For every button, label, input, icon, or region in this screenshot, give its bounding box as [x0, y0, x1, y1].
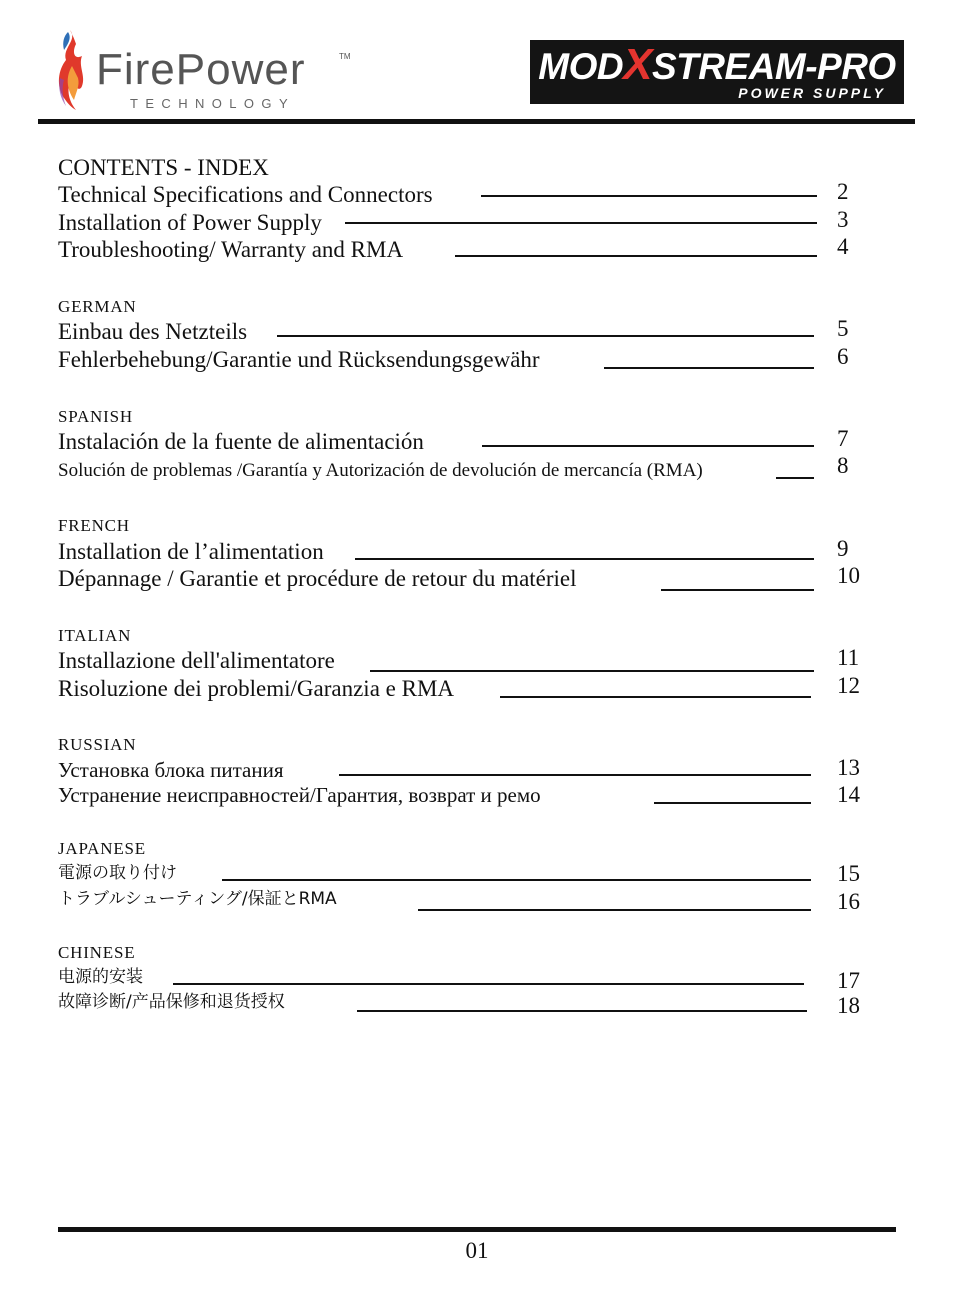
toc-entry-text: Installazione dell'alimentatore — [58, 648, 335, 673]
toc-page-number: 9 — [837, 536, 849, 561]
toc-leader-line — [277, 335, 814, 337]
toc-leader-line — [604, 367, 814, 369]
toc-leader-line — [654, 802, 811, 804]
toc-page-number: 16 — [837, 889, 860, 914]
trademark-mark: TM — [339, 52, 351, 61]
toc-entry-text: Fehlerbehebung/Garantie und Rücksendungsgewähr — [58, 347, 540, 372]
toc-entry-text: Risoluzione dei problemi/Garanzia e RMA — [58, 676, 455, 701]
toc-page-number: 15 — [837, 861, 860, 886]
toc-leader-line — [418, 909, 811, 911]
section-heading: FRENCH — [58, 516, 130, 535]
toc-title: CONTENTS - INDEX — [58, 155, 269, 180]
toc-entry-text: Instalación de la fuente de alimentación — [58, 429, 424, 454]
section-heading: RUSSIAN — [58, 735, 137, 754]
toc-page-number: 14 — [837, 782, 860, 807]
toc-page-number: 8 — [837, 453, 849, 478]
toc-page-number: 18 — [837, 993, 860, 1018]
toc-leader-line — [173, 983, 804, 985]
toc-page-number: 4 — [837, 234, 849, 259]
toc-page-number: 5 — [837, 316, 849, 341]
toc-entry-text: Solución de problemas /Garantía y Autorización de devolución de mercancía (RMA) — [58, 460, 703, 481]
toc-entry-text: Installation of Power Supply — [58, 210, 322, 235]
brand-tagline: TECHNOLOGY — [130, 96, 296, 111]
toc-page-number: 10 — [837, 563, 860, 588]
product-title-x: X — [623, 40, 652, 89]
toc-leader-line — [357, 1010, 807, 1012]
toc-leader-line — [355, 558, 814, 560]
toc-entry-text: Dépannage / Garantie et procédure de retour du matériel — [58, 566, 577, 591]
toc-page-number: 17 — [837, 968, 860, 993]
toc-page-number: 13 — [837, 755, 860, 780]
toc-leader-line — [661, 589, 814, 591]
section-heading: SPANISH — [58, 407, 133, 426]
section-heading: CHINESE — [58, 943, 136, 962]
section-heading: GERMAN — [58, 297, 137, 316]
toc-leader-line — [481, 195, 817, 197]
footer-divider — [58, 1227, 896, 1232]
toc-entry-text: Einbau des Netzteils — [58, 319, 248, 344]
page-number: 01 — [465, 1238, 489, 1263]
toc-page-number: 3 — [837, 207, 849, 232]
toc-entry-text: Troubleshooting/ Warranty and RMA — [58, 237, 404, 262]
toc-entry-text: Установка блока питания — [58, 758, 284, 782]
toc-leader-line — [500, 696, 811, 698]
product-title-a: MOD — [538, 46, 624, 87]
toc-page-number: 12 — [837, 673, 860, 698]
toc-page-number: 11 — [837, 645, 860, 670]
toc-page-number: 7 — [837, 426, 849, 451]
section-heading: ITALIAN — [58, 626, 132, 645]
toc-leader-line — [339, 774, 811, 776]
toc-leader-line — [482, 445, 814, 447]
toc-page-number: 2 — [837, 179, 849, 204]
toc-leader-line — [345, 222, 817, 224]
section-heading: JAPANESE — [58, 839, 146, 858]
toc-leader-line — [370, 670, 814, 672]
toc-leader-line — [776, 477, 814, 479]
brand-name: FirePower — [96, 45, 306, 94]
toc-page-number: 6 — [837, 344, 849, 369]
product-subtitle: POWER SUPPLY — [738, 85, 886, 101]
toc-entry-text: Устранение неисправностей/Гарантия, возврат и ремо — [58, 783, 541, 807]
toc-leader-line — [455, 255, 817, 257]
toc-entry-text: トラブルシューティング/保証とRMA — [58, 889, 337, 909]
toc-entry-text: 电源的安装 — [58, 967, 143, 987]
product-title-b: STREAM-PRO — [651, 46, 896, 87]
toc-entry-text: Installation de l’alimentation — [58, 539, 324, 564]
table-of-contents — [58, 0, 878, 1100]
toc-entry-text: Technical Specifications and Connectors — [58, 182, 433, 207]
toc-entry-text: 故障诊断/产品保修和退货授权 — [58, 992, 285, 1012]
toc-leader-line — [222, 879, 811, 881]
toc-entry-text: 電源の取り付け — [58, 863, 177, 883]
